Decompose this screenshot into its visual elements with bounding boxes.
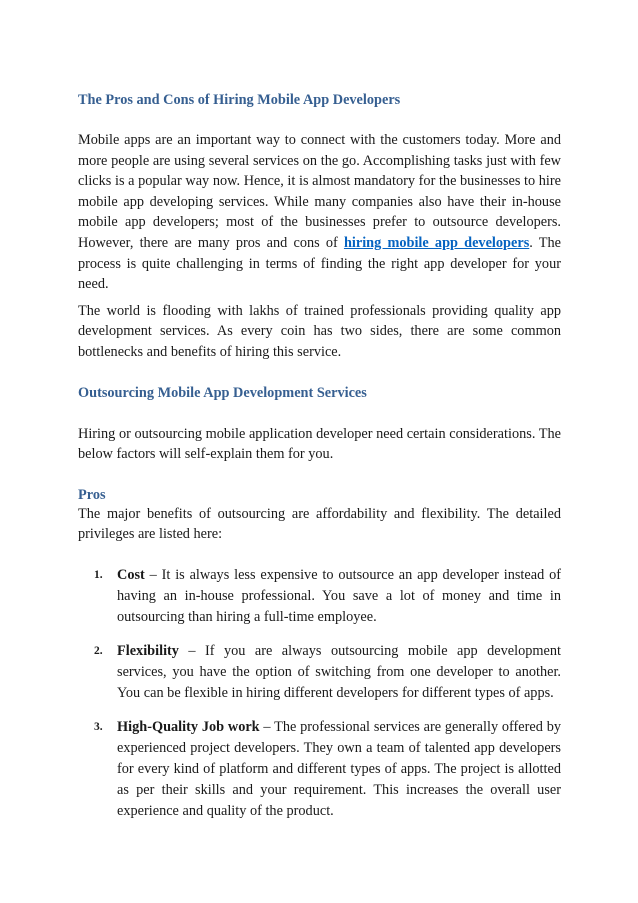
- list-item-term: High-Quality Job work: [117, 718, 260, 735]
- page-title: The Pros and Cons of Hiring Mobile App Developers: [78, 92, 401, 108]
- list-item: [94, 641, 561, 704]
- hiring-mobile-app-developers-link[interactable]: hiring mobile app developers: [343, 234, 530, 251]
- list-number: 3.: [94, 720, 103, 733]
- second-paragraph: The world is flooding with lakhs of trained professionals providing quality app development services. As every coin has two sides, there are some common bottlenecks and benefits of hiring this service.: [78, 302, 561, 360]
- intro-paragraph: [78, 130, 561, 295]
- list-number: 2.: [94, 644, 103, 657]
- list-number: 1.: [94, 568, 103, 581]
- pros-intro: The major benefits of outsourcing are affordability and flexibility. The detailed privileges are listed here:: [78, 505, 561, 543]
- list-item-desc: – The professional services are generally offered by experienced project developers. They own a team of talented app developers for every kind of platform and different types of apps. The project is allotted as per their skills and your requirement. This increases the overall user experience and quality of the product.: [117, 718, 561, 819]
- pros-heading: Pros: [78, 486, 106, 503]
- list-item-term: Flexibility: [117, 642, 179, 659]
- section-heading-outsourcing: Outsourcing Mobile App Development Services: [78, 384, 367, 401]
- intro-text-before: Mobile apps are an important way to connect with the customers today. More and more people are using several services on the go. Accomplishing tasks just with few clicks is a popular way now. Hence, it is almost mandatory for the businesses to hire mobile app developing services. While many companies also have their in-house mobile app developers; most of the businesses prefer to outsource developers. However, there are many pros and cons of: [78, 132, 561, 251]
- list-item: [94, 717, 561, 822]
- list-item-desc: – It is always less expensive to outsource an app developer instead of having an in-house professional. You save a lot of money and time in outsourcing than hiring a full-time employee.: [117, 566, 561, 625]
- section-paragraph: Hiring or outsourcing mobile application developer need certain considerations. The below factors will self-explain them for you.: [78, 425, 561, 463]
- list-item-desc: – If you are always outsourcing mobile app development services, you have the option of switching from one developer to another. You can be flexible in hiring different developers for different types of apps.: [117, 642, 561, 701]
- pros-list: [78, 565, 561, 822]
- list-item-term: Cost: [117, 566, 145, 583]
- list-item: [94, 565, 561, 628]
- intro-text-after: . The process is quite challenging in terms of finding the right app developer for your need.: [78, 234, 561, 293]
